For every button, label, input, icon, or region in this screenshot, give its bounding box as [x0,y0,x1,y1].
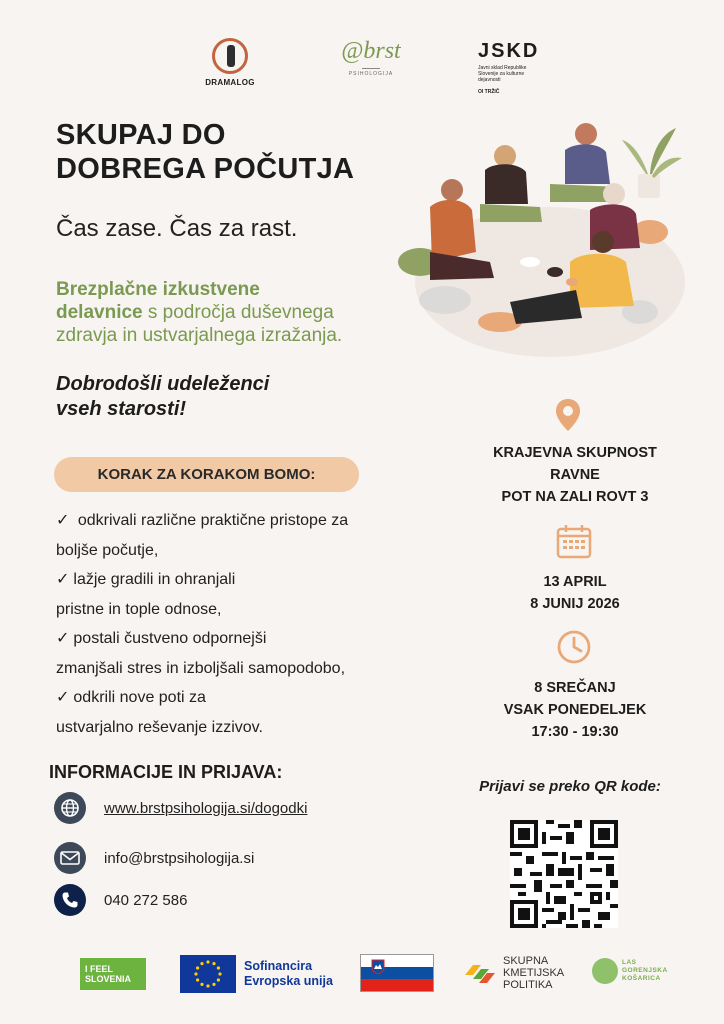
website-link[interactable]: www.brstpsihologija.si/dogodki [104,799,308,817]
location-pin-icon [555,398,581,432]
info-heading: INFORMACIJE IN PRIJAVA: [49,762,283,782]
list-item-cont: zmanjšali stres in izboljšali samopodobo, [56,659,346,677]
list-item: ✓ odkrili nove poti za [56,689,206,706]
skp-icon [463,961,497,985]
phone-icon [54,884,86,916]
title-line-1: SKUPAJ DO [56,119,226,151]
time-line-3: 17:30 - 19:30 [531,724,619,740]
check-icon: ✓ [56,571,70,588]
location-info [470,442,680,508]
steps-list [56,506,426,742]
las-icon [592,958,618,984]
phone-number[interactable]: 040 272 586 [104,891,188,909]
qr-label: Prijavi se preko QR kode: [479,778,661,795]
eu-flag-icon [180,955,236,993]
time-info [470,677,680,743]
email-link[interactable]: info@brstpsihologija.si [104,849,255,867]
clock-icon [556,629,592,665]
intro-rest-1: s področja duševnega [142,302,334,323]
dramalog-mark-icon [212,38,248,74]
eu-logo: Sofinancira Evropska unija [180,954,338,994]
list-item: ✓ lažje gradili in ohranjali [56,571,236,588]
intro-rest-2: zdravja in ustvarjalnega izražanja. [56,325,343,346]
brst-sub: PSIHOLOGIJA [348,71,394,77]
intro-bold-2: delavnice [56,302,143,323]
date-start: 13 APRIL [543,574,607,590]
welcome-line-1: Dobrodošli udeleženci [56,373,270,395]
date-end: 8 JUNIJ 2026 [530,596,620,612]
group-illustration [390,112,690,362]
list-item-cont: pristne in tople odnose, [56,600,222,618]
brst-logo [335,38,407,77]
jskd-sub: Javni sklad Republike Slovenije za kulturne dejavnosti [478,65,527,83]
time-line-2: VSAK PONEDELJEK [503,702,647,718]
dates-info [470,571,680,615]
list-item-cont: ustvarjalno reševanje izzivov. [56,718,263,736]
check-icon: ✓ [56,689,70,706]
skupna-kmetijska-politika-logo: SKUPNA KMETIJSKA POLITIKA [463,952,573,994]
list-item: ✓ postali čustveno odpornejši [56,630,267,647]
list-item: ✓ odkrivali različne praktične pristope za [56,512,349,529]
time-line-1: 8 SREČANJ [534,680,616,696]
welcome-text [56,372,269,422]
list-item-cont: boljše počutje, [56,541,159,559]
jskd-oi: OI TRŽIČ [478,89,500,95]
qr-code[interactable] [510,820,618,928]
location-line-3: POT NA ZALI ROVT 3 [501,489,649,505]
slovenia-flag-icon [360,954,434,992]
title-line-2: DOBREGA POČUTJA [56,153,355,185]
dramalog-logo [200,38,260,87]
website-row[interactable] [54,792,307,824]
steps-heading: KORAK ZA KORAKOM BOMO: [54,457,359,492]
las-gorenjska-kosarica-logo: LAS GORENJSKA KOŠARICA [592,955,682,987]
intro-bold-1: Brezplačne izkustvene [56,279,260,300]
dramalog-text: DRAMALOG [205,78,255,87]
page-title [56,118,354,186]
jskd-text: JSKD [478,40,540,62]
location-line-2: RAVNE [550,467,600,483]
check-icon: ✓ [56,630,70,647]
calendar-icon [556,524,592,560]
location-line-1: KRAJEVNA SKUPNOST [493,445,657,461]
check-icon: ✓ [56,512,70,529]
email-row[interactable] [54,842,254,874]
mail-icon [54,842,86,874]
brst-text: @brst [341,38,401,64]
globe-icon [54,792,86,824]
welcome-line-2: vseh starosti! [56,398,187,420]
jskd-logo [478,40,548,95]
i-feel-slovenia-logo: I FEEL SLOVENIA [80,958,146,990]
tagline: Čas zase. Čas za rast. [56,215,298,242]
phone-row[interactable] [54,884,187,916]
intro-text [56,278,406,347]
